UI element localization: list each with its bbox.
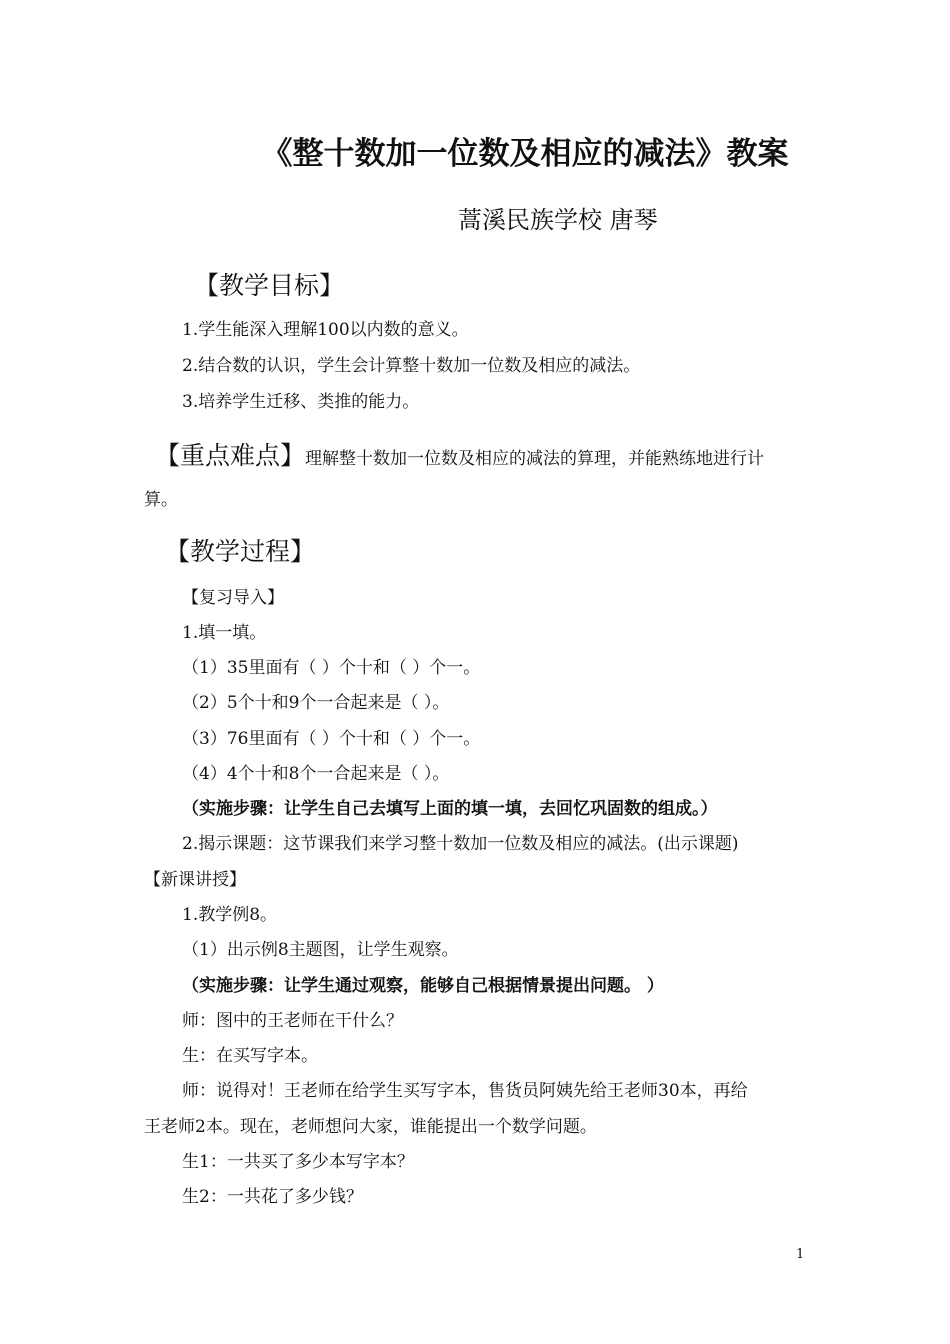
dialog-line: 师：说得对！王老师在给学生买写字本，售货员阿姨先给王老师30本，再给: [182, 1081, 748, 1101]
dialog-line: 师：图中的王老师在干什么？: [182, 1011, 403, 1031]
fill-title: 1.填一填。: [182, 623, 267, 643]
example-sub: （1）出示例8主题图，让学生观察。: [182, 940, 459, 960]
process-heading: 【教学过程】: [165, 537, 316, 566]
dialog-line: 生：在买写字本。: [182, 1046, 318, 1066]
new-lesson-heading: 【新课讲授】: [144, 870, 246, 890]
key-points-text-cont: 算。: [144, 490, 178, 510]
key-points-heading: 【重点难点】: [155, 441, 306, 470]
implementation-step: （实施步骤：让学生自己去填写上面的填一填，去回忆巩固数的组成。）: [182, 799, 718, 819]
fill-item: （3）76里面有（ ）个十和（ ）个一。: [182, 729, 481, 749]
fill-item: （2）5个十和9个一合起来是（ ）。: [182, 693, 450, 713]
dialog-line: 生1：一共买了多少本写字本？: [182, 1152, 414, 1172]
document-title: 《整十数加一位数及相应的减法》教案: [261, 136, 789, 172]
goal-item: 3.培养学生迁移、类推的能力。: [182, 392, 420, 412]
review-heading: 【复习导入】: [182, 588, 284, 608]
reveal-topic: 2.揭示课题：这节课我们来学习整十数加一位数及相应的减法。(出示课题): [182, 834, 739, 854]
key-points-text: 理解整十数加一位数及相应的减法的算理，并能熟练地进行计: [305, 449, 765, 469]
key-points-row: [155, 436, 764, 472]
goals-heading: 【教学目标】: [194, 271, 345, 300]
fill-item: （1）35里面有（ ）个十和（ ）个一。: [182, 658, 481, 678]
author-line: 蒿溪民族学校 唐琴: [458, 206, 658, 234]
dialog-line: 王老师2本。现在，老师想问大家，谁能提出一个数学问题。: [144, 1117, 597, 1137]
page-number: 1: [796, 1247, 805, 1262]
goal-item: 1.学生能深入理解100以内数的意义。: [182, 320, 469, 340]
example-title: 1.教学例8。: [182, 905, 278, 925]
fill-item: （4）4个十和8个一合起来是（ ）。: [182, 764, 450, 784]
dialog-line: 生2：一共花了多少钱？: [182, 1187, 363, 1207]
goal-item: 2.结合数的认识，学生会计算整十数加一位数及相应的减法。: [182, 356, 641, 376]
implementation-step: （实施步骤：让学生通过观察，能够自己根据情景提出问题。 ）: [182, 976, 664, 996]
